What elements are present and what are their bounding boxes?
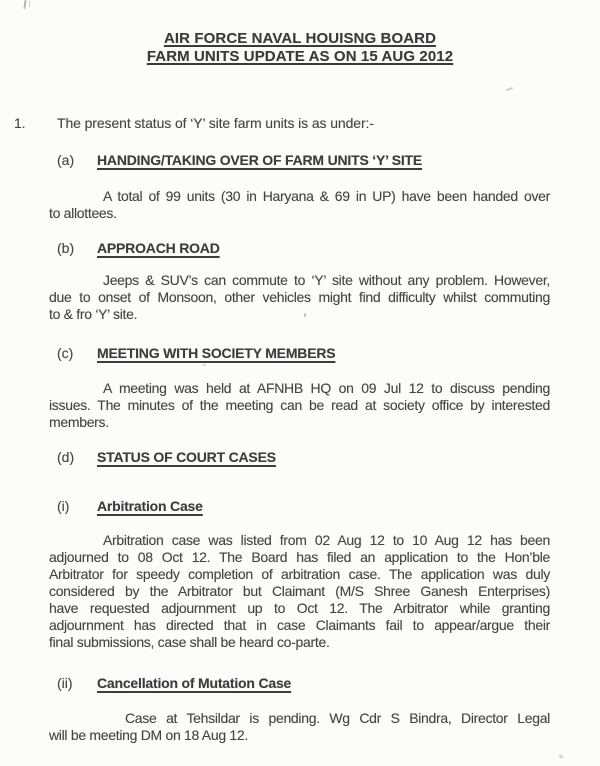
section-c-paragraph	[49, 380, 550, 431]
item-text: The present status of ‘Y’ site farm units is as under:-	[57, 115, 374, 131]
section-d-label: (d)	[57, 449, 75, 465]
paragraph-line: adjourned to 08 Oct 12. The Board has filed an application to the Hon’ble	[49, 549, 550, 565]
section-a-paragraph	[49, 188, 550, 222]
section-d-heading-row	[57, 449, 276, 466]
section-a-label: (a)	[57, 152, 75, 168]
paragraph-line: A total of 99 units (30 in Haryana & 69 in UP) have been handed over	[103, 188, 550, 204]
paragraph-line: due to onset of Monsoon, other vehicles might find difficulty whilst commuting	[49, 289, 550, 305]
section-c-heading: MEETING WITH SOCIETY MEMBERS	[97, 345, 336, 361]
paragraph-line: Arbitration case was listed from 02 Aug 12 to 10 Aug 12 has been	[103, 532, 550, 548]
scan-artifact	[23, 0, 26, 9]
section-a-heading: HANDING/TAKING OVER OF FARM UNITS ‘Y’ SITE	[97, 152, 423, 168]
paragraph-line: Case at Tehsildar is pending. Wg Cdr S Bindra, Director Legal	[125, 710, 550, 726]
paragraph-line: to allottees.	[49, 205, 117, 221]
paragraph-line: issues. The minutes of the meeting can be read at society office by interested	[49, 397, 550, 413]
paragraph-line: adjournment has directed that in case Claimants fail to appear/argue their	[49, 617, 550, 633]
section-d-heading: STATUS OF COURT CASES	[97, 449, 276, 465]
paragraph-line: have requested adjournment up to Oct 12. The Arbitrator while granting	[49, 600, 550, 616]
section-c-label: (c)	[57, 345, 74, 361]
section-b-heading-row	[57, 240, 220, 257]
document-title	[0, 30, 600, 66]
paragraph-line: Jeeps & SUV’s can commute to ‘Y’ site without any problem. However,	[103, 272, 550, 288]
paragraph-line: will be meeting DM on 18 Aug 12.	[49, 727, 248, 743]
subsection-ii-heading-row	[57, 675, 291, 692]
scan-speck	[203, 364, 206, 366]
section-b-label: (b)	[57, 240, 75, 256]
numbered-item-1	[14, 115, 574, 132]
document-title-line-2: FARM UNITS UPDATE AS ON 15 AUG 2012	[146, 48, 454, 65]
section-a-heading-row	[57, 152, 422, 169]
subsection-ii-label: (ii)	[57, 675, 73, 691]
subsection-ii-paragraph	[49, 710, 550, 744]
subsection-ii-heading: Cancellation of Mutation Case	[97, 675, 292, 691]
paragraph-line: members.	[49, 414, 109, 430]
scan-speck	[559, 754, 564, 759]
item-number: 1.	[14, 115, 26, 131]
scan-artifact	[29, 1, 30, 7]
document-title-line-1: AIR FORCE NAVAL HOUISNG BOARD	[163, 30, 437, 47]
paragraph-line: to & fro ‘Y’ site.	[49, 306, 138, 322]
paragraph-line: Arbitrator for speedy completion of arbitration case. The application was duly	[49, 566, 550, 582]
subsection-i-paragraph	[49, 532, 550, 651]
section-b-paragraph	[49, 272, 550, 323]
paragraph-line: final submissions, case shall be heard co-parte.	[49, 634, 330, 650]
subsection-i-heading: Arbitration Case	[97, 498, 203, 514]
section-b-heading: APPROACH ROAD	[97, 240, 220, 256]
paragraph-line: A meeting was held at AFNHB HQ on 09 Jul 12 to discuss pending	[103, 380, 550, 396]
subsection-i-label: (i)	[57, 498, 70, 514]
paragraph-line: considered by the Arbitrator but Claimant (M/S Shree Ganesh Enterprises)	[49, 583, 550, 599]
subsection-i-heading-row	[57, 498, 203, 515]
scan-speck	[506, 87, 513, 91]
section-c-heading-row	[57, 345, 335, 362]
